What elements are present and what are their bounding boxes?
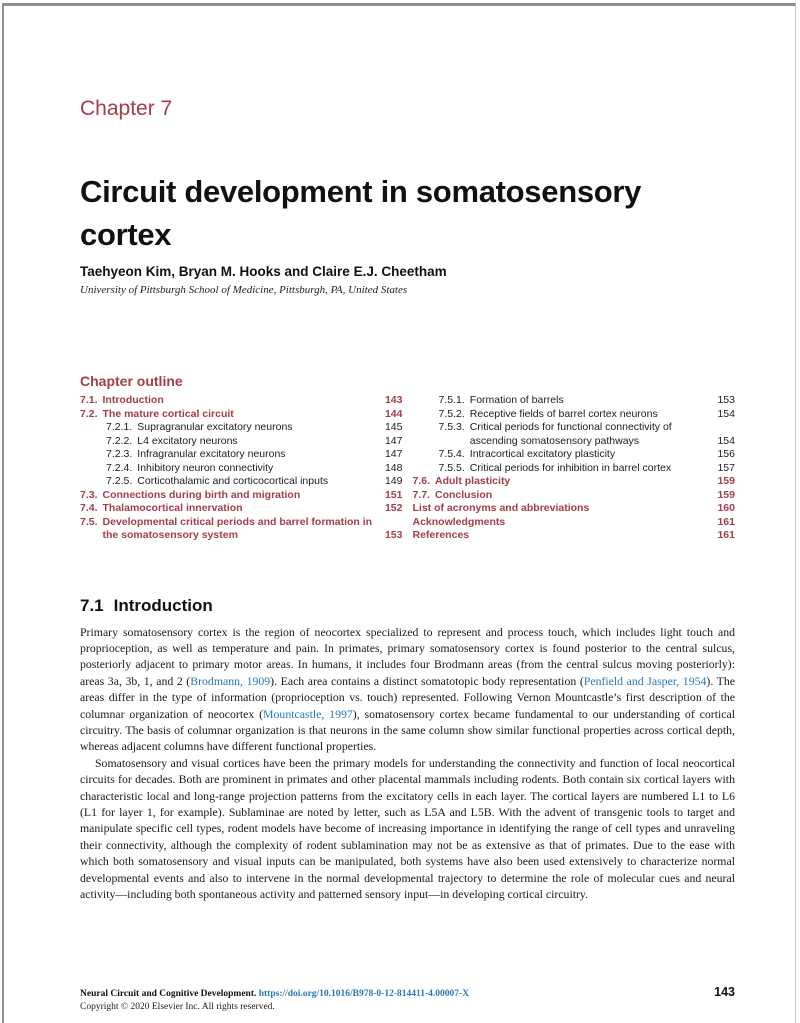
- chapter-label: Chapter 7: [80, 97, 173, 120]
- outline-entry-label: Connections during birth and migration: [102, 488, 301, 501]
- chapter-outline: [80, 373, 735, 543]
- outline-entry-page: 157: [717, 461, 735, 474]
- outline-entry-page: 159: [717, 475, 735, 487]
- outline-entry-label: The mature cortical circuit: [102, 407, 234, 420]
- citation-link[interactable]: Mountcastle, 1997: [263, 706, 353, 721]
- outline-entry-page: 153: [717, 394, 735, 406]
- outline-entry-page: 161: [717, 529, 735, 541]
- outline-entry-number: 7.2.5.: [106, 475, 133, 487]
- footer-imprint: [80, 988, 714, 1014]
- body-text: [80, 624, 735, 903]
- outline-entry-page: 145: [384, 421, 403, 433]
- outline-entry[interactable]: [80, 435, 403, 449]
- outline-entry-number: 7.5.: [80, 515, 98, 528]
- page-content: [80, 0, 735, 902]
- doi-link[interactable]: https://doi.org/10.1016/B978-0-12-814411-4.00007-X: [258, 989, 470, 999]
- citation-link[interactable]: Brodmann, 1909: [190, 673, 271, 688]
- page-footer: [80, 985, 735, 1014]
- outline-entry[interactable]: [413, 475, 736, 489]
- outline-entry-page: 152: [384, 502, 403, 514]
- paragraph: [80, 624, 735, 755]
- outline-entry-label: Critical periods for functional connectivity of ascending somatosensory pathways: [469, 421, 672, 447]
- outline-columns: [80, 394, 735, 543]
- outline-entry-label: Receptive fields of barrel cortex neurons: [469, 407, 658, 420]
- outline-entry-label: Introduction: [102, 394, 164, 406]
- outline-entry-number: 7.3.: [80, 488, 98, 501]
- outline-entry[interactable]: [413, 408, 736, 422]
- chapter-title: Circuit development in somatosensory cortex: [80, 174, 642, 252]
- paragraph-text: ), somatosensory cortex became fundamental to our understanding of cortical circuitry. The basis of columnar organization is that neurons in the same column show similar functional properties across cortical depth, whereas adjacent columns have different functional properties.: [80, 706, 735, 754]
- outline-entry-number: 7.5.2.: [438, 407, 465, 420]
- page-number: 143: [714, 985, 735, 999]
- outline-entry-page: 147: [384, 448, 403, 460]
- outline-entry[interactable]: [413, 516, 736, 530]
- outline-entry-label: Formation of barrels: [469, 394, 564, 406]
- outline-entry-label: Intracortical excitatory plasticity: [469, 448, 616, 460]
- section-heading: [80, 595, 735, 616]
- outline-entry-label: Critical periods for inhibition in barrel cortex: [469, 461, 672, 474]
- outline-entry-label: Infragranular excitatory neurons: [137, 448, 286, 460]
- outline-entry-label: Acknowledgments: [412, 515, 506, 528]
- outline-entry-label: Supragranular excitatory neurons: [137, 421, 293, 433]
- paragraph-text: Somatosensory and visual cortices have been the primary models for understanding the connectivity and function of local neocortical circuits for decades. Both are prominent in primates and other placental mammals including rodents. Both contain six cortical layers with characteristic local and long-range projection patterns from the excitatory cells in each layer. The cortical layers are numbered L1 to L6 (L1 for layer 1, for example). Sublaminae are noted by letter, such as L5A and L5B. With the advent of transgenic tools to target and manipulate specific cell types, rodent models have become of increasing importance in identifying the range of cell types and unraveling their connectivity, although the complexity of rodent sublamination may not be as extensive as that of primates. Due to the ease with which both somatosensory and visual inputs can be manipulated, both systems have also been used extensively to characterize normal developmental events and also to intervene in the normal developmental trajectory to determine the role of molecular cues and neural activity—including both spontaneous activity and patterned sensory input—in developing cortical circuitry.: [80, 755, 735, 901]
- outline-heading: Chapter outline: [80, 373, 183, 389]
- paragraph-text: ). Each area contains a distinct somatotopic body representation (: [270, 673, 584, 688]
- outline-left-column: [80, 394, 403, 543]
- outline-right-column: [413, 394, 736, 543]
- paragraph: [80, 755, 735, 903]
- outline-entry-page: 149: [384, 475, 403, 487]
- outline-entry-number: 7.2.: [80, 407, 98, 420]
- outline-entry[interactable]: [413, 462, 736, 476]
- outline-entry-page: 147: [384, 434, 403, 447]
- outline-entry-number: 7.5.5.: [438, 461, 465, 474]
- outline-entry-label: L4 excitatory neurons: [137, 434, 238, 447]
- outline-entry[interactable]: [80, 516, 403, 543]
- outline-entry[interactable]: [413, 394, 736, 408]
- outline-entry-label: Developmental critical periods and barrel formation in the somatosensory system: [102, 515, 373, 541]
- outline-entry-page: 154: [717, 434, 735, 447]
- outline-entry[interactable]: [80, 421, 403, 435]
- outline-entry[interactable]: [80, 462, 403, 476]
- outline-entry-number: 7.6.: [412, 475, 431, 487]
- outline-entry-label: Thalamocortical innervation: [102, 502, 243, 514]
- section-number: 7.1: [80, 595, 104, 615]
- outline-entry-number: 7.2.4.: [106, 461, 133, 474]
- outline-entry-label: Adult plasticity: [435, 475, 511, 487]
- outline-entry[interactable]: [413, 502, 736, 516]
- outline-entry-page: 148: [384, 461, 403, 474]
- outline-entry-label: References: [412, 529, 470, 541]
- outline-entry-number: 7.5.3.: [438, 421, 465, 433]
- outline-entry-label: Conclusion: [435, 488, 493, 501]
- outline-entry[interactable]: [80, 448, 403, 462]
- outline-entry-number: 7.2.3.: [106, 448, 133, 460]
- outline-entry[interactable]: [413, 448, 736, 462]
- outline-entry-page: 156: [717, 448, 735, 460]
- outline-entry-page: 153: [384, 529, 403, 541]
- outline-entry-number: 7.2.1.: [106, 421, 133, 433]
- outline-entry-number: 7.7.: [412, 488, 431, 501]
- outline-entry-number: 7.2.2.: [106, 434, 133, 447]
- outline-entry-page: 160: [717, 502, 735, 514]
- footer-citation-line: [80, 988, 714, 1001]
- section-title: Introduction: [113, 595, 213, 615]
- outline-entry-page: 143: [384, 394, 403, 406]
- outline-entry-label: Corticothalamic and corticocortical inputs: [137, 475, 329, 487]
- outline-entry[interactable]: [80, 394, 403, 408]
- copyright-line: Copyright © 2020 Elsevier Inc. All rights reserved.: [80, 1002, 275, 1012]
- outline-entry-number: 7.5.4.: [438, 448, 465, 460]
- outline-entry-label: Inhibitory neuron connectivity: [137, 461, 274, 474]
- outline-entry-page: 144: [384, 407, 403, 420]
- outline-entry-page: 161: [717, 515, 735, 528]
- outline-entry[interactable]: [80, 502, 403, 516]
- outline-entry[interactable]: [413, 489, 736, 503]
- authors-line: Taehyeon Kim, Bryan M. Hooks and Claire E.J. Cheetham: [80, 264, 447, 279]
- book-title: Neural Circuit and Cognitive Development.: [80, 989, 257, 999]
- outline-entry-page: 154: [717, 407, 735, 420]
- citation-link[interactable]: Penfield and Jasper, 1954: [583, 673, 707, 688]
- paragraph-text: ). The areas differ in the type of information (proprioception vs. touch) represented. Following Vernon Mountcastle’s first description of the columnar organization of neocortex (: [80, 673, 735, 721]
- outline-entry-page: 159: [717, 488, 735, 501]
- outline-entry[interactable]: [80, 489, 403, 503]
- outline-entry[interactable]: [413, 529, 736, 543]
- outline-entry-number: 7.4.: [80, 502, 98, 514]
- outline-entry[interactable]: [80, 408, 403, 422]
- outline-entry-label: List of acronyms and abbreviations: [412, 502, 590, 514]
- paragraph-text: Primary somatosensory cortex is the region of neocortex specialized to represent and process touch, which includes light touch and proprioception, as well as temperature and pain. In primates, primary somatosensory cortex is found posterior to the central sulcus, posteriorly adjacent to primary motor areas. In humans, it includes four Brodmann areas (from the central sulcus moving posteriorly): areas 3a, 3b, 1, and 2 (: [80, 624, 735, 688]
- outline-entry-number: 7.5.1.: [438, 394, 465, 406]
- outline-entry[interactable]: [413, 421, 736, 448]
- outline-entry-page: 151: [384, 488, 403, 501]
- outline-entry-number: 7.1.: [80, 394, 98, 406]
- outline-entry[interactable]: [80, 475, 403, 489]
- affiliation-line: University of Pittsburgh School of Medicine, Pittsburgh, PA, United States: [80, 284, 408, 296]
